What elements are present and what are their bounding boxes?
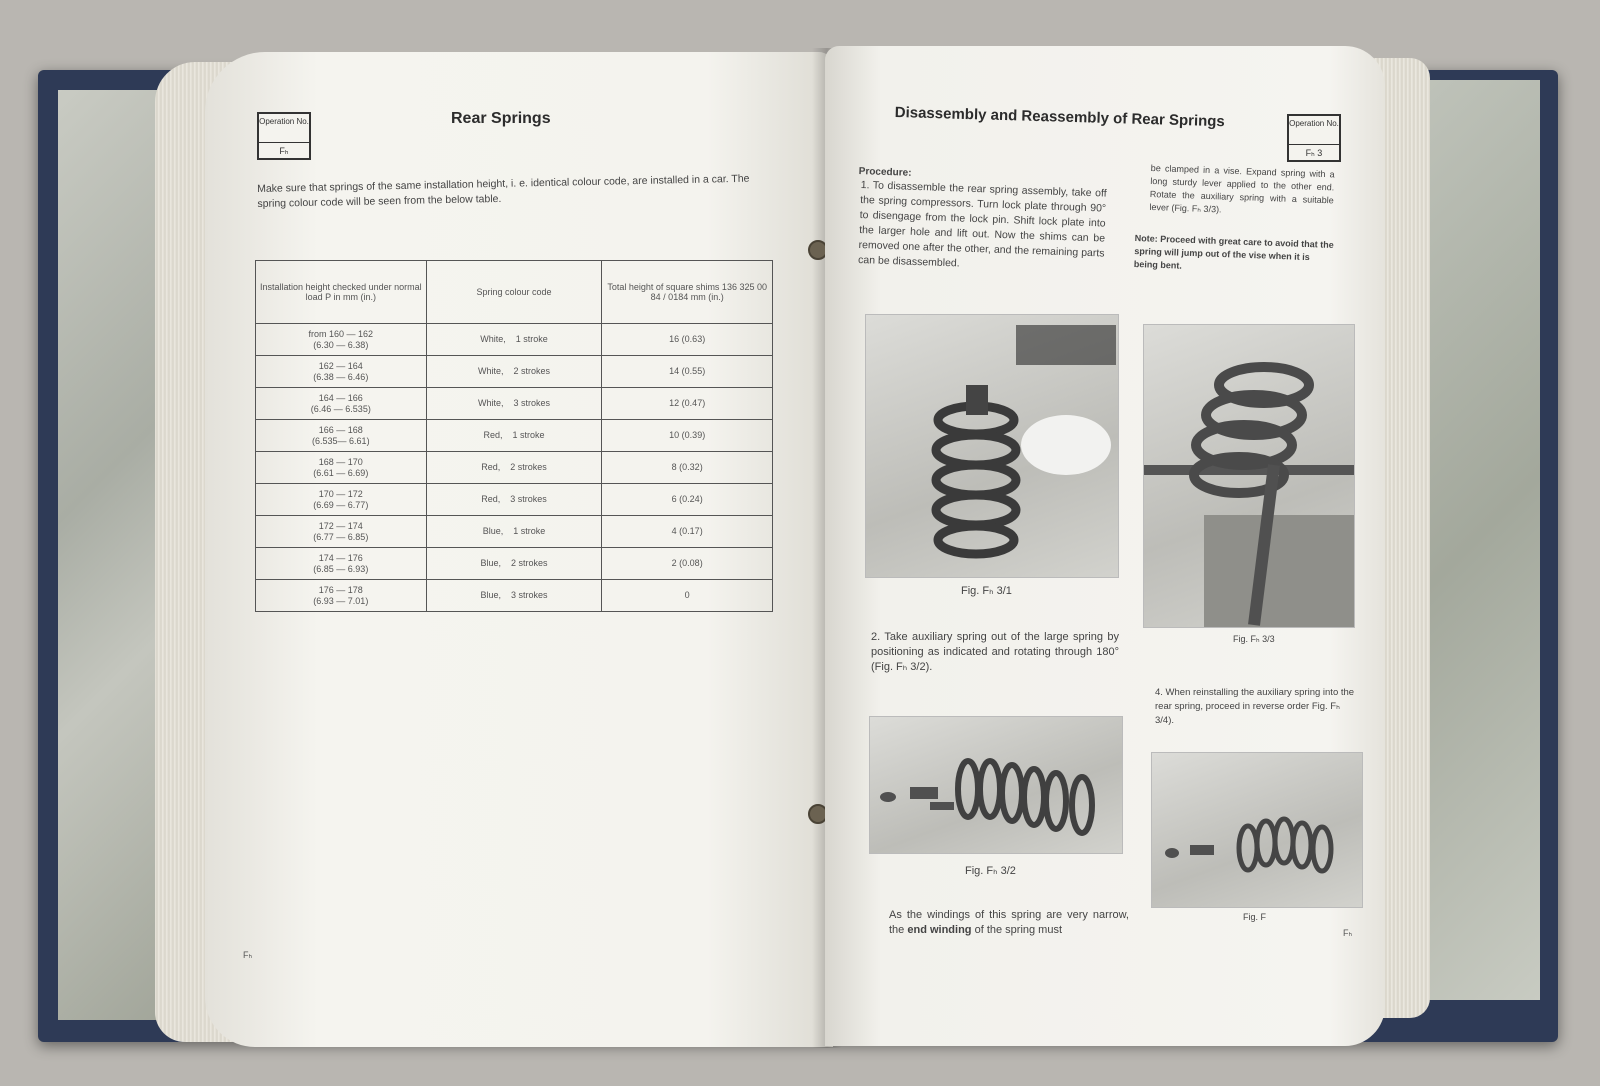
step-3-text-a: As the windings of this spring are very narrow, the: [889, 909, 1129, 936]
figure-3-1-caption: Fig. Fₕ 3/1: [961, 585, 1012, 597]
cell-height: [256, 548, 427, 580]
step-3-text: [889, 908, 1129, 938]
cell-height-in: (6.535— 6.61): [312, 435, 370, 446]
cell-height-in: (6.85 — 6.93): [313, 563, 369, 574]
cell-height-in: (6.46 — 6.535): [310, 403, 371, 414]
cell-shims: 8 (0.32): [602, 452, 773, 484]
operation-value: Fₕ: [279, 146, 289, 156]
cell-strokes: 2 strokes: [513, 366, 551, 376]
cell-height: [256, 324, 427, 356]
cell-height: [256, 356, 427, 388]
table-row: [256, 548, 773, 580]
figure-3-4-photo: [1151, 752, 1363, 908]
cell-colour: [426, 548, 602, 580]
note-text: Note: Proceed with great care to avoid that the spring will jump out of the vise when it is being bent.: [1133, 232, 1334, 271]
cell-shims: 2 (0.08): [602, 548, 773, 580]
spring-in-vise-icon: [1144, 325, 1354, 627]
step-1-text: 1. To disassemble the rear spring assembly, take off the spring compressors. Turn lock plate through 90° to disengage from the lock pin. Shift lock plate into the larger hole and lift out. Now the shims can be removed one after the other, and the remaining parts can be disassembled.: [857, 178, 1107, 270]
cell-height-mm: 162 — 164: [318, 360, 363, 371]
step-4-text: 4. When reinstalling the auxiliary spring into the rear spring, proceed in reverse order Fig. Fₕ 3/4).: [1155, 687, 1355, 726]
figure-3-2-caption: Fig. Fₕ 3/2: [965, 865, 1016, 877]
cell-colour-name: Red,: [483, 430, 503, 440]
figure-3-2-photo: [869, 716, 1123, 854]
cell-strokes: 3 strokes: [511, 590, 548, 600]
cell-shims: 16 (0.63): [602, 324, 773, 356]
cell-height-in: (6.30 — 6.38): [313, 339, 369, 350]
cell-shims: 0: [602, 580, 773, 612]
cell-colour: [426, 516, 602, 548]
table-row: [256, 484, 773, 516]
procedure-heading: Procedure:: [858, 165, 912, 179]
cell-height: [256, 420, 427, 452]
cell-colour: [426, 580, 602, 612]
cell-colour-name: White,: [477, 366, 504, 376]
cell-height-in: (6.69 — 6.77): [313, 499, 369, 510]
cell-height-mm: 174 — 176: [318, 552, 363, 563]
table-row: [256, 580, 773, 612]
cell-shims: 6 (0.24): [602, 484, 773, 516]
cell-shims: 14 (0.55): [602, 356, 773, 388]
intro-text: Make sure that springs of the same installation height, i. e. identical colour code, are installed in a car. The spring colour code will be seen from the below table.: [257, 172, 750, 210]
operation-value: Fₕ 3: [1305, 148, 1323, 158]
reassembled-spring-icon: [1152, 753, 1362, 907]
cell-shims: 12 (0.47): [602, 388, 773, 420]
step-3-bold: end winding: [907, 924, 972, 936]
cell-height-mm: 166 — 168: [318, 424, 363, 435]
operation-number-box: [1287, 114, 1341, 162]
figure-3-1-photo: [865, 314, 1119, 578]
cell-height: [256, 388, 427, 420]
table-row: [256, 324, 773, 356]
cell-colour-name: White,: [480, 334, 506, 344]
figure-3-3-caption: Fig. Fₕ 3/3: [1233, 634, 1275, 644]
cell-strokes: 1 stroke: [513, 526, 546, 536]
cell-shims: 10 (0.39): [602, 420, 773, 452]
table-row: [256, 420, 773, 452]
cell-strokes: 2 strokes: [511, 558, 548, 568]
cell-height: [256, 484, 427, 516]
column-header-height: Installation height checked under normal load P in mm (in.): [256, 261, 427, 324]
table-header-row: [256, 261, 773, 324]
cell-height-mm: from 160 — 162: [308, 328, 374, 339]
cell-height-in: (6.61 — 6.69): [313, 467, 369, 478]
cell-strokes: 1 stroke: [512, 430, 545, 440]
coil-spring-icon: [866, 315, 1118, 577]
figure-3-3-photo: [1143, 324, 1355, 628]
cell-colour: [426, 388, 602, 420]
page-title: Rear Springs: [451, 110, 551, 127]
table-row: [256, 388, 773, 420]
right-page: [825, 46, 1385, 1046]
operation-number-box: [257, 112, 311, 160]
cell-height-mm: 168 — 170: [318, 456, 363, 467]
cell-height-in: (6.77 — 6.85): [313, 531, 369, 542]
cell-height-mm: 170 — 172: [318, 488, 363, 499]
left-page: [205, 52, 833, 1047]
cell-colour: [426, 452, 602, 484]
cell-colour: [426, 420, 602, 452]
cell-height: [256, 452, 427, 484]
figure-3-4-caption: Fig. F: [1243, 912, 1267, 922]
operation-label: Operation No.: [259, 114, 309, 143]
cell-height: [256, 580, 427, 612]
cell-colour: [426, 324, 602, 356]
cell-strokes: 3 strokes: [510, 494, 547, 504]
table-row: [256, 452, 773, 484]
cell-height-mm: 164 — 166: [318, 392, 363, 403]
table-row: [256, 516, 773, 548]
cell-height-in: (6.93 — 7.01): [313, 595, 369, 606]
operation-label: Operation No.: [1289, 116, 1339, 145]
cell-colour: [426, 356, 602, 388]
cell-strokes: 1 stroke: [515, 334, 548, 344]
step-3-text-b: of the spring must: [971, 924, 1063, 936]
cell-colour-name: White,: [477, 398, 504, 408]
page-folio: Fₕ: [1343, 928, 1353, 938]
cell-colour-name: Red,: [481, 494, 501, 504]
page-title: Disassembly and Reassembly of Rear Springs: [894, 104, 1226, 131]
step-2-text: 2. Take auxiliary spring out of the large spring by positioning as indicated and rotating through 180° (Fig. Fₕ 3/2).: [871, 631, 1119, 673]
cell-colour-name: Red,: [481, 462, 501, 472]
table-row: [256, 356, 773, 388]
cell-strokes: 3 strokes: [513, 398, 551, 408]
cell-strokes: 2 strokes: [510, 462, 547, 472]
cell-colour: [426, 484, 602, 516]
spring-spec-table: [255, 260, 773, 612]
cell-colour-name: Blue,: [480, 558, 501, 568]
cell-colour-name: Blue,: [480, 590, 501, 600]
cell-height: [256, 516, 427, 548]
column-header-shims: Total height of square shims 136 325 00 84 / 0184 mm (in.): [602, 261, 773, 324]
page-folio: Fₕ: [243, 950, 253, 960]
cell-height-mm: 176 — 178: [318, 584, 363, 595]
spring-parts-icon: [870, 717, 1122, 853]
cell-colour-name: Blue,: [482, 526, 504, 536]
column-header-colour: Spring colour code: [426, 261, 602, 324]
cell-shims: 4 (0.17): [602, 516, 773, 548]
cell-height-mm: 172 — 174: [318, 520, 363, 531]
cell-height-in: (6.38 — 6.46): [313, 371, 369, 382]
col2-text: be clamped in a vise. Expand spring with a long sturdy lever applied to the other end. Rotate the auxiliary spring with a suitable lever (Fig. Fₕ 3/3).: [1149, 162, 1335, 215]
